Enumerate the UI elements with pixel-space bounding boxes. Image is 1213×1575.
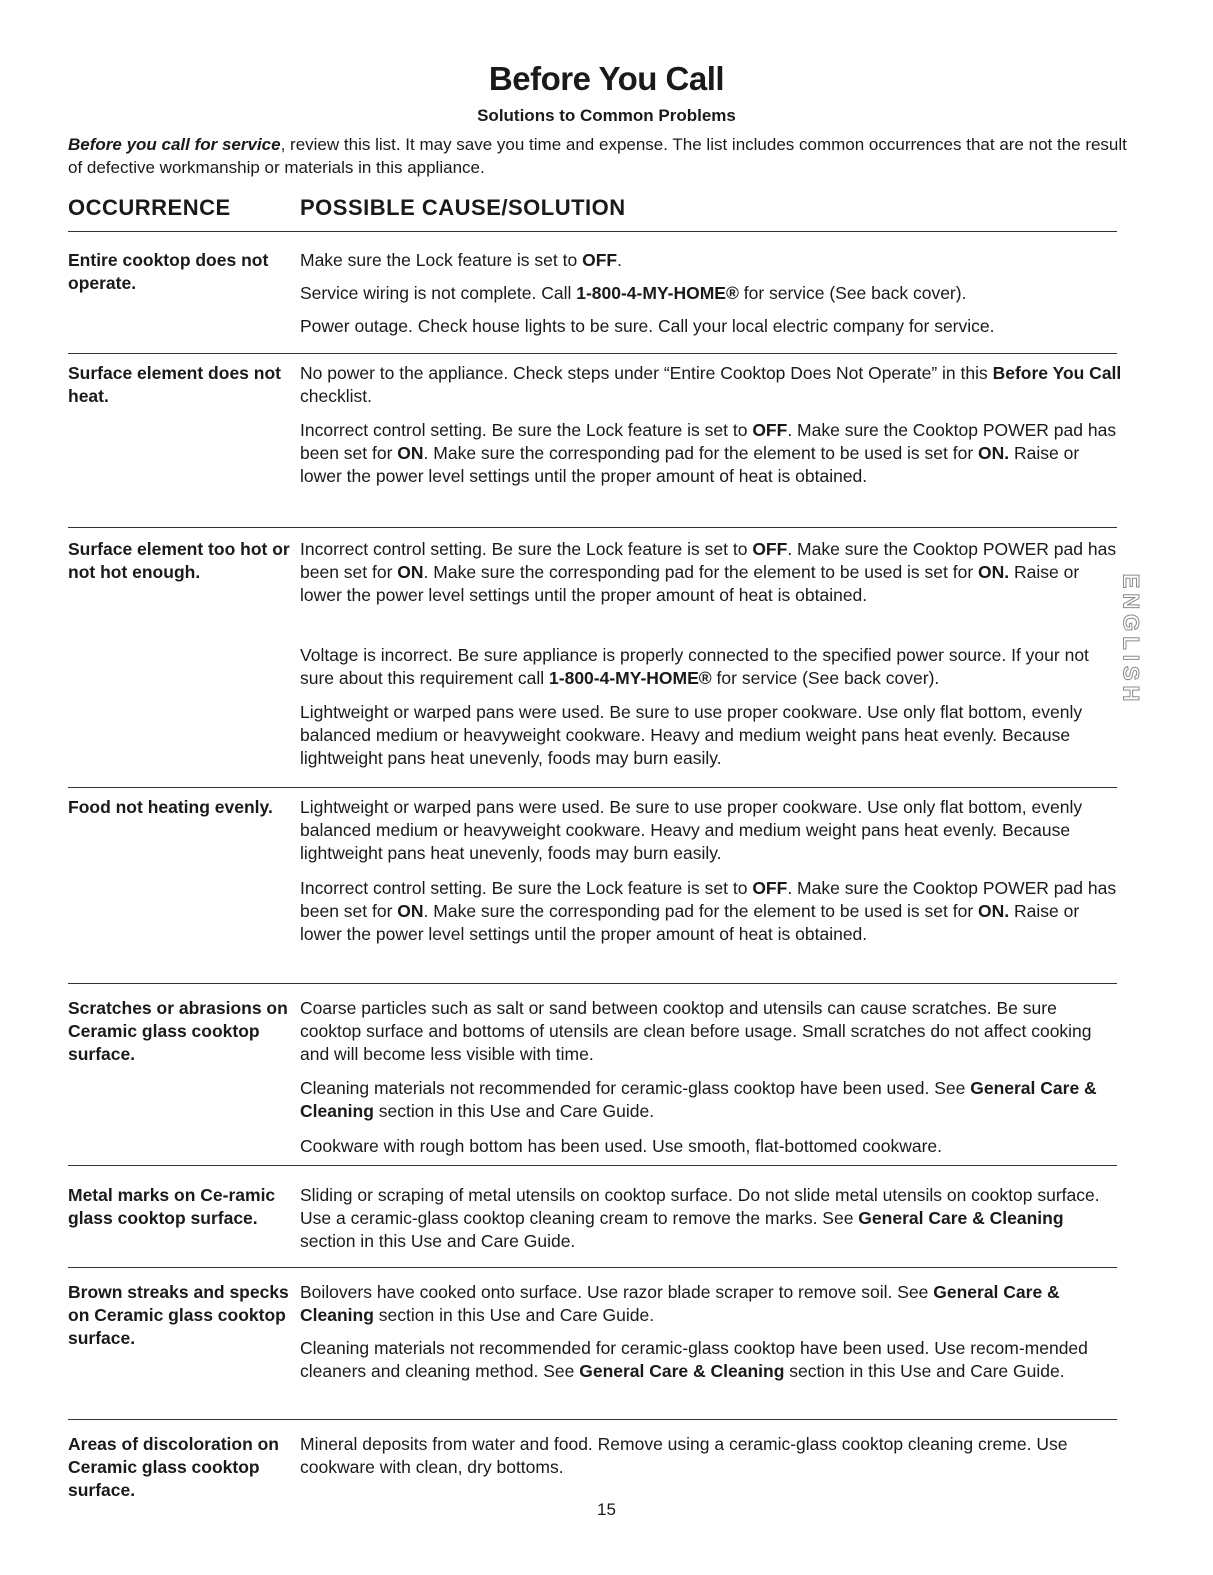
solution-paragraph (300, 315, 1122, 338)
page-title: Before You Call (488, 60, 725, 97)
intro-lead: Before you call for service (68, 135, 281, 154)
solution-paragraph (300, 1184, 1122, 1253)
occurrence-column-header: OCCURRENCE (68, 195, 231, 220)
solution-text: Lightweight or warped pans were used. Be sure to use proper cookware. Use only flat bottom, evenly balanced medium or heavyweight cookware. Heavy and medium weight pans heat evenly. Because lightweight pans heat unevenly, foods may burn easily. (300, 702, 1083, 768)
solution-text: . Make sure the Cooktop POWER pad has been set for (300, 539, 1117, 582)
solution-text: . (617, 250, 622, 270)
solution-paragraph (300, 419, 1122, 488)
section-divider (68, 787, 1117, 788)
intro-paragraph (68, 133, 1143, 179)
solution-text: . Make sure the corresponding pad for the element to be used is set for (423, 443, 979, 463)
solution-paragraph (300, 249, 1122, 272)
solution-paragraph (300, 1135, 1122, 1158)
section-divider (68, 1419, 1117, 1420)
solution-text: Raise or lower the power level settings until the proper amount of heat is obtained. (300, 562, 1080, 605)
solution-paragraph (300, 1337, 1122, 1383)
solution-text: Cookware with rough bottom has been used. Use smooth, flat-bottomed cookware. (300, 1136, 943, 1156)
solution-text: section in this Use and Care Guide. (373, 1305, 655, 1325)
solution-paragraph (300, 997, 1122, 1066)
solution-text: Boilovers have cooked onto surface. Use razor blade scraper to remove soil. See (300, 1282, 934, 1302)
language-side-tab (1118, 565, 1142, 715)
solution-text: section in this Use and Care Guide. (373, 1101, 655, 1121)
emphasis-text: OFF (752, 878, 788, 898)
emphasis-text: ON. (978, 443, 1010, 463)
section-divider (68, 983, 1117, 984)
solution-text: Cleaning materials not recommended for ceramic-glass cooktop have been used. Use recom-mended cleaners and cleaning method. See (300, 1338, 1088, 1381)
solution-text: Incorrect control setting. Be sure the Lock feature is set to (300, 878, 753, 898)
emphasis-text: ON (397, 901, 424, 921)
solution-text: Make sure the Lock feature is set to (300, 250, 583, 270)
emphasis-text: ON (397, 562, 424, 582)
solution-text: Sliding or scraping of metal utensils on cooktop surface. Do not slide metal utensils on cooktop surface. Use a ceramic-glass cooktop cleaning cream to remove the marks. See (300, 1185, 1100, 1228)
solution-paragraph (300, 362, 1122, 408)
solution-text: . Make sure the corresponding pad for the element to be used is set for (423, 901, 979, 921)
solution-paragraph (300, 701, 1122, 770)
occurrence-label: Brown streaks and specks on Ceramic glass cooktop surface. (68, 1282, 289, 1348)
solution-text: for service (See back cover). (711, 668, 940, 688)
emphasis-text: General Care & Cleaning (300, 1078, 1097, 1121)
solution-paragraph (300, 877, 1122, 946)
solution-text: Power outage. Check house lights to be sure. Call your local electric company for service. (300, 316, 995, 336)
solution-text: Service wiring is not complete. Call (300, 283, 577, 303)
solution-text: . Make sure the Cooktop POWER pad has been set for (300, 878, 1117, 921)
solution-text: Voltage is incorrect. Be sure appliance is properly connected to the specified power source. If your not sure about this requirement call (300, 645, 1089, 688)
solution-text: checklist. (300, 386, 372, 406)
solution-text: section in this Use and Care Guide. (784, 1361, 1065, 1381)
section-divider (68, 353, 1117, 354)
solution-paragraph (300, 796, 1122, 865)
emphasis-text: 1-800-4-MY-HOME® (549, 668, 712, 688)
section-divider (68, 1267, 1117, 1268)
page-number: 15 (597, 1500, 616, 1519)
emphasis-text: OFF (752, 539, 788, 559)
section-divider (68, 1165, 1117, 1166)
emphasis-text: 1-800-4-MY-HOME® (576, 283, 739, 303)
header-rule (68, 231, 1117, 232)
solution-paragraph (300, 1281, 1122, 1327)
occurrence-label: Food not heating evenly. (68, 797, 273, 817)
occurrence-label: Metal marks on Ce-ramic glass cooktop surface. (68, 1185, 276, 1228)
page-subtitle: Solutions to Common Problems (477, 106, 736, 125)
emphasis-text: OFF (582, 250, 618, 270)
solution-text: Incorrect control setting. Be sure the Lock feature is set to (300, 420, 753, 440)
solution-column-header: POSSIBLE CAUSE/SOLUTION (300, 195, 626, 220)
emphasis-text: General Care & Cleaning (579, 1361, 785, 1381)
emphasis-text: General Care & Cleaning (858, 1208, 1064, 1228)
solution-text: Coarse particles such as salt or sand between cooktop and utensils can cause scratches. Be sure cooktop surface and bottoms of utensils are clean before usage. Small scratches do not affect cooking and will become less visible with time. (300, 998, 1092, 1064)
solution-paragraph (300, 538, 1122, 607)
solution-text: Cleaning materials not recommended for ceramic-glass cooktop have been used. See (300, 1078, 971, 1098)
solution-text: Lightweight or warped pans were used. Be sure to use proper cookware. Use only flat bottom, evenly balanced medium or heavyweight cookware. Heavy and medium weight pans heat evenly. Because lightweight pans heat unevenly, foods may burn easily. (300, 797, 1083, 863)
section-divider (68, 527, 1117, 528)
solution-text: Raise or lower the power level settings until the proper amount of heat is obtained. (300, 901, 1080, 944)
language-label: ENGLISH (1118, 573, 1144, 707)
solution-text: Mineral deposits from water and food. Remove using a ceramic-glass cooktop cleaning creme. Use cookware with clean, dry bottoms. (300, 1434, 1068, 1477)
solution-text: No power to the appliance. Check steps under “Entire Cooktop Does Not Operate” in this (300, 363, 993, 383)
solution-paragraph (300, 1433, 1122, 1479)
emphasis-text: OFF (752, 420, 788, 440)
solution-text: Raise or lower the power level settings until the proper amount of heat is obtained. (300, 443, 1080, 486)
emphasis-text: General Care & Cleaning (300, 1282, 1060, 1325)
emphasis-text: Before You Call (992, 363, 1122, 383)
solution-paragraph (300, 282, 1122, 305)
solution-paragraph (300, 644, 1122, 690)
solution-text: for service (See back cover). (738, 283, 967, 303)
emphasis-text: ON. (978, 562, 1010, 582)
occurrence-label: Scratches or abrasions on Ceramic glass cooktop surface. (68, 998, 288, 1064)
emphasis-text: ON (397, 443, 424, 463)
occurrence-label: Entire cooktop does not operate. (68, 250, 269, 293)
occurrence-label: Surface element does not heat. (68, 363, 281, 406)
occurrence-label: Areas of discoloration on Ceramic glass cooktop surface. (68, 1434, 279, 1500)
emphasis-text: ON. (978, 901, 1010, 921)
solution-text: section in this Use and Care Guide. (300, 1231, 576, 1251)
solution-paragraph (300, 1077, 1122, 1123)
occurrence-label: Surface element too hot or not hot enough. (68, 539, 290, 582)
solution-text: . Make sure the corresponding pad for the element to be used is set for (423, 562, 979, 582)
intro-text: , review this list. It may save you time and expense. The list includes common occurrences that are not the result of defective workmanship or materials in this appliance. (68, 135, 1127, 177)
solution-text: Incorrect control setting. Be sure the Lock feature is set to (300, 539, 753, 559)
solution-text: . Make sure the Cooktop POWER pad has been set for (300, 420, 1117, 463)
